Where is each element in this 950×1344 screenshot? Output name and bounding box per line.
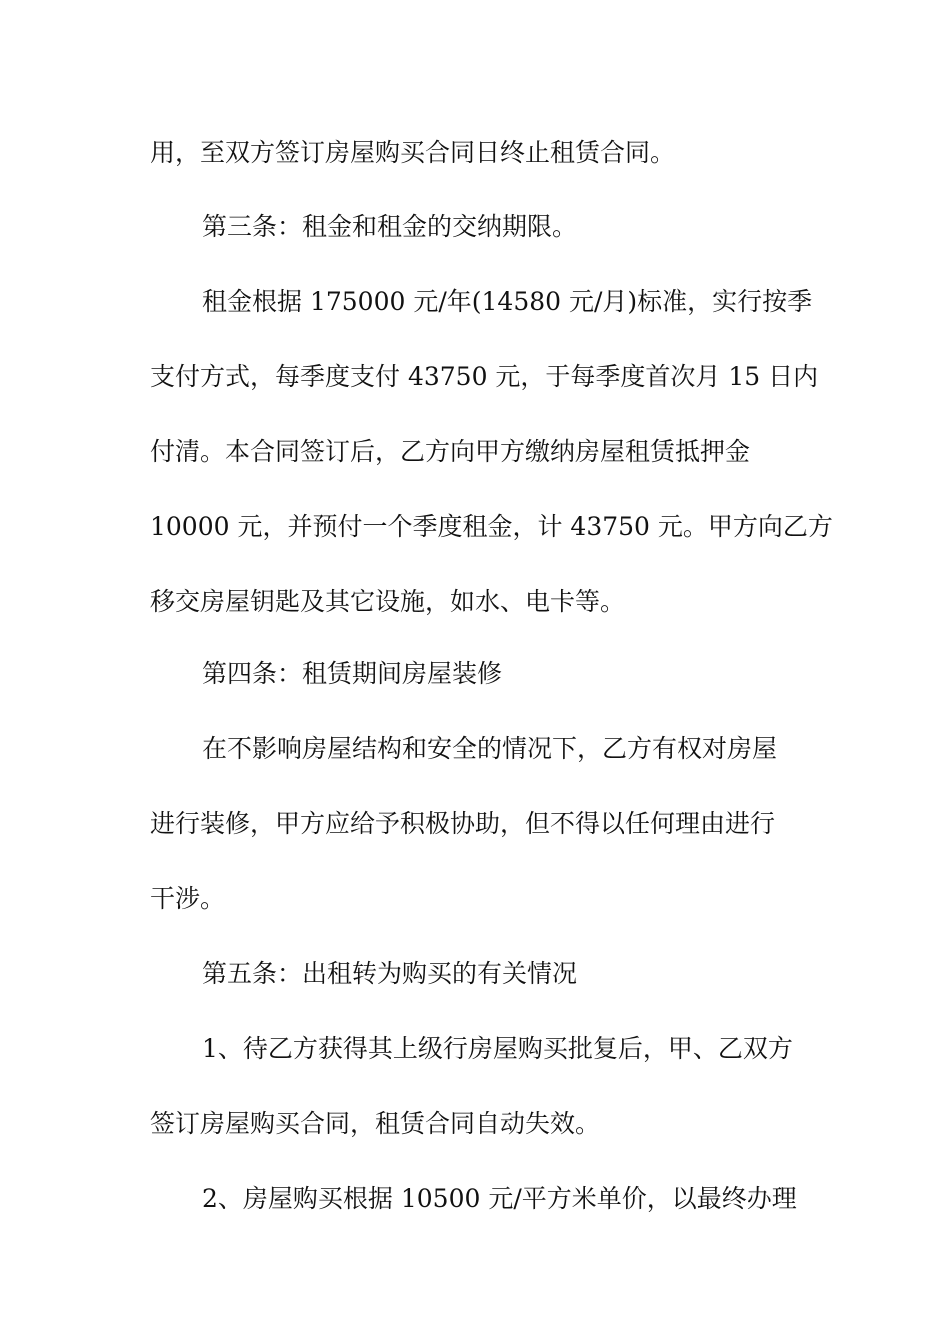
section-heading: 第五条：出租转为购买的有关情况 [202, 959, 578, 988]
text-line: 移交房屋钥匙及其它设施，如水、电卡等。 [150, 587, 626, 616]
text-line: 支付方式，每季度支付 43750 元，于每季度首次月 15 日内 [150, 362, 819, 391]
text-line: 签订房屋购买合同，租赁合同自动失效。 [150, 1109, 601, 1138]
text-line: 进行装修，甲方应给予积极协助，但不得以任何理由进行 [150, 809, 776, 838]
text-line: 租金根据 175000 元/年(14580 元/月)标准，实行按季 [202, 287, 813, 316]
text-line: 1、待乙方获得其上级行房屋购买批复后，甲、乙双方 [202, 1034, 793, 1063]
text-line: 付清。本合同签订后，乙方向甲方缴纳房屋租赁抵押金 [150, 437, 751, 466]
section-heading: 第三条：租金和租金的交纳期限。 [202, 212, 578, 241]
text-line: 10000 元，并预付一个季度租金，计 43750 元。甲方向乙方 [150, 512, 833, 541]
text-line: 2、房屋购买根据 10500 元/平方米单价，以最终办理 [202, 1184, 797, 1213]
text-line: 干涉。 [150, 884, 226, 913]
section-heading: 第四条：租赁期间房屋装修 [202, 659, 503, 688]
text-line: 在不影响房屋结构和安全的情况下，乙方有权对房屋 [202, 734, 778, 763]
text-line: 用，至双方签订房屋购买合同日终止租赁合同。 [150, 138, 676, 167]
